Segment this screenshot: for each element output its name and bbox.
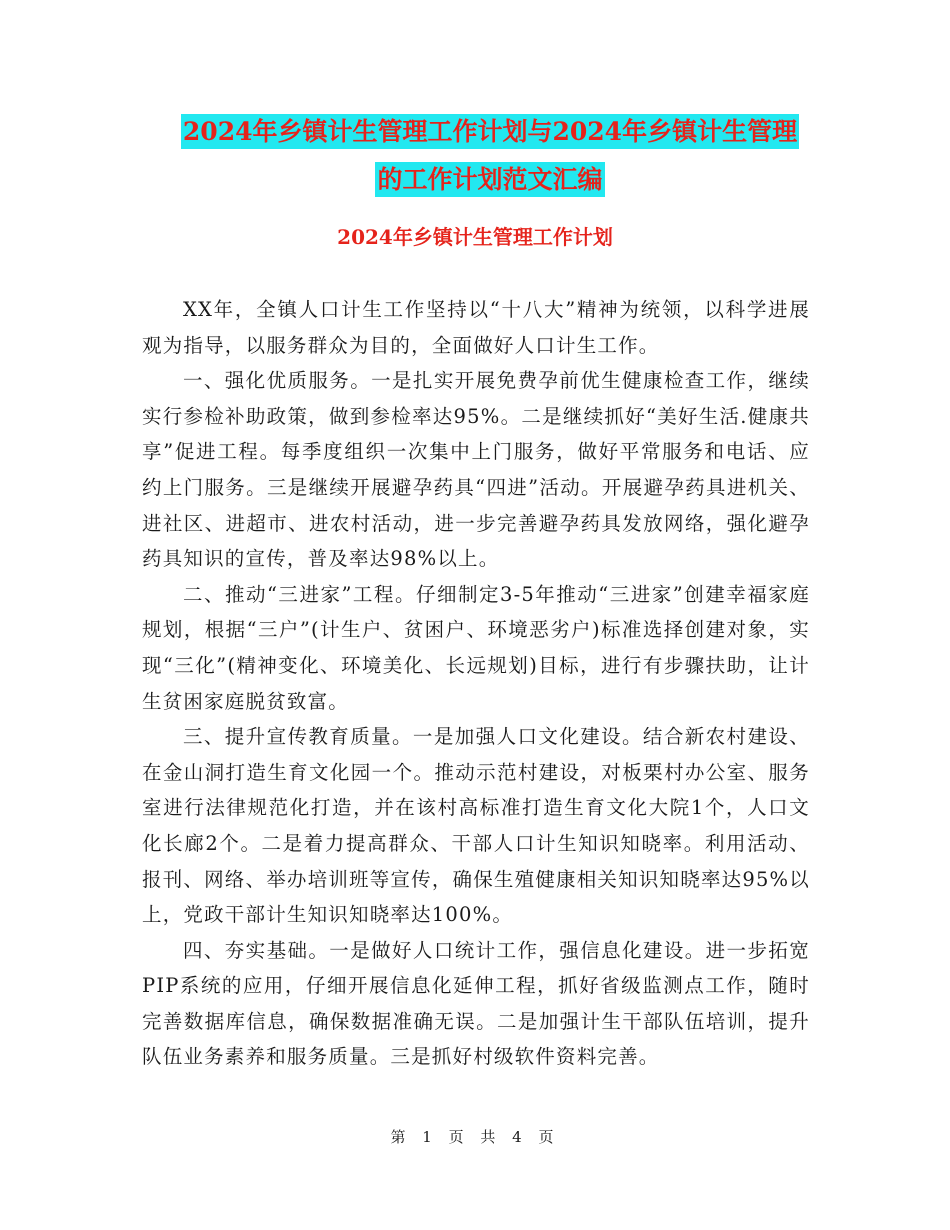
paragraph-publicity: 三、提升宣传教育质量。一是加强人口文化建设。结合新农村建设、在金山洞打造生育文化园一个。推动示范村建设，对板栗村办公室、服务室进行法律规范化打造，并在该村高标准打造生育文化大院1个，人口文化长廊2个。二是着力提高群众、干部人口计生知识知晓率。利用活动、报刊、网络、举办培训班等宣传，确保生殖健康相关知识知晓率达95%以上，党政干部计生知识知晓率达100%。	[142, 725, 810, 927]
page-number-footer: 第 1 页 共 4 页	[390, 1128, 560, 1146]
paragraph-foundation: 四、夯实基础。一是做好人口统计工作，强信息化建设。进一步拓宽PIP系统的应用，仔细开展信息化延伸工程，抓好省级监测点工作，随时完善数据库信息，确保数据准确无误。二是加强计生干部队伍培训，提升队伍业务素养和服务质量。三是抓好村级软件资料完善。	[142, 938, 810, 1069]
paragraph-service: 一、强化优质服务。一是扎实开展免费孕前优生健康检查工作，继续实行参检补助政策，做到参检率达95%。二是继续抓好“美好生活.健康共享”促进工程。每季度组织一次集中上门服务，做好平常服务和电话、应约上门服务。三是继续开展避孕药具“四进”活动。开展避孕药具进机关、进社区、进超市、进农村活动，进一步完善避孕药具发放网络，强化避孕药具知识的宣传，普及率达98%以上。	[142, 369, 810, 571]
document-body	[142, 292, 810, 1075]
document-title-line-1: 2024年乡镇计生管理工作计划与2024年乡镇计生管理	[181, 114, 799, 149]
document-title-line-2: 的工作计划范文汇编	[375, 162, 604, 197]
document-title	[150, 108, 830, 204]
paragraph-three-into-home: 二、推动“三进家”工程。仔细制定3-5年推动“三进家”创建幸福家庭规划，根据“三户”(计生户、贫困户、环境恶劣户)标准选择创建对象，实现“三化”(精神变化、环境美化、长远规划)目标，进行有步骤扶助，让计生贫困家庭脱贫致富。	[142, 582, 810, 713]
section-title: 2024年乡镇计生管理工作计划	[337, 225, 613, 249]
paragraph-intro: XX年，全镇人口计生工作坚持以“十八大”精神为统领，以科学进展观为指导，以服务群众为目的，全面做好人口计生工作。	[142, 298, 810, 357]
